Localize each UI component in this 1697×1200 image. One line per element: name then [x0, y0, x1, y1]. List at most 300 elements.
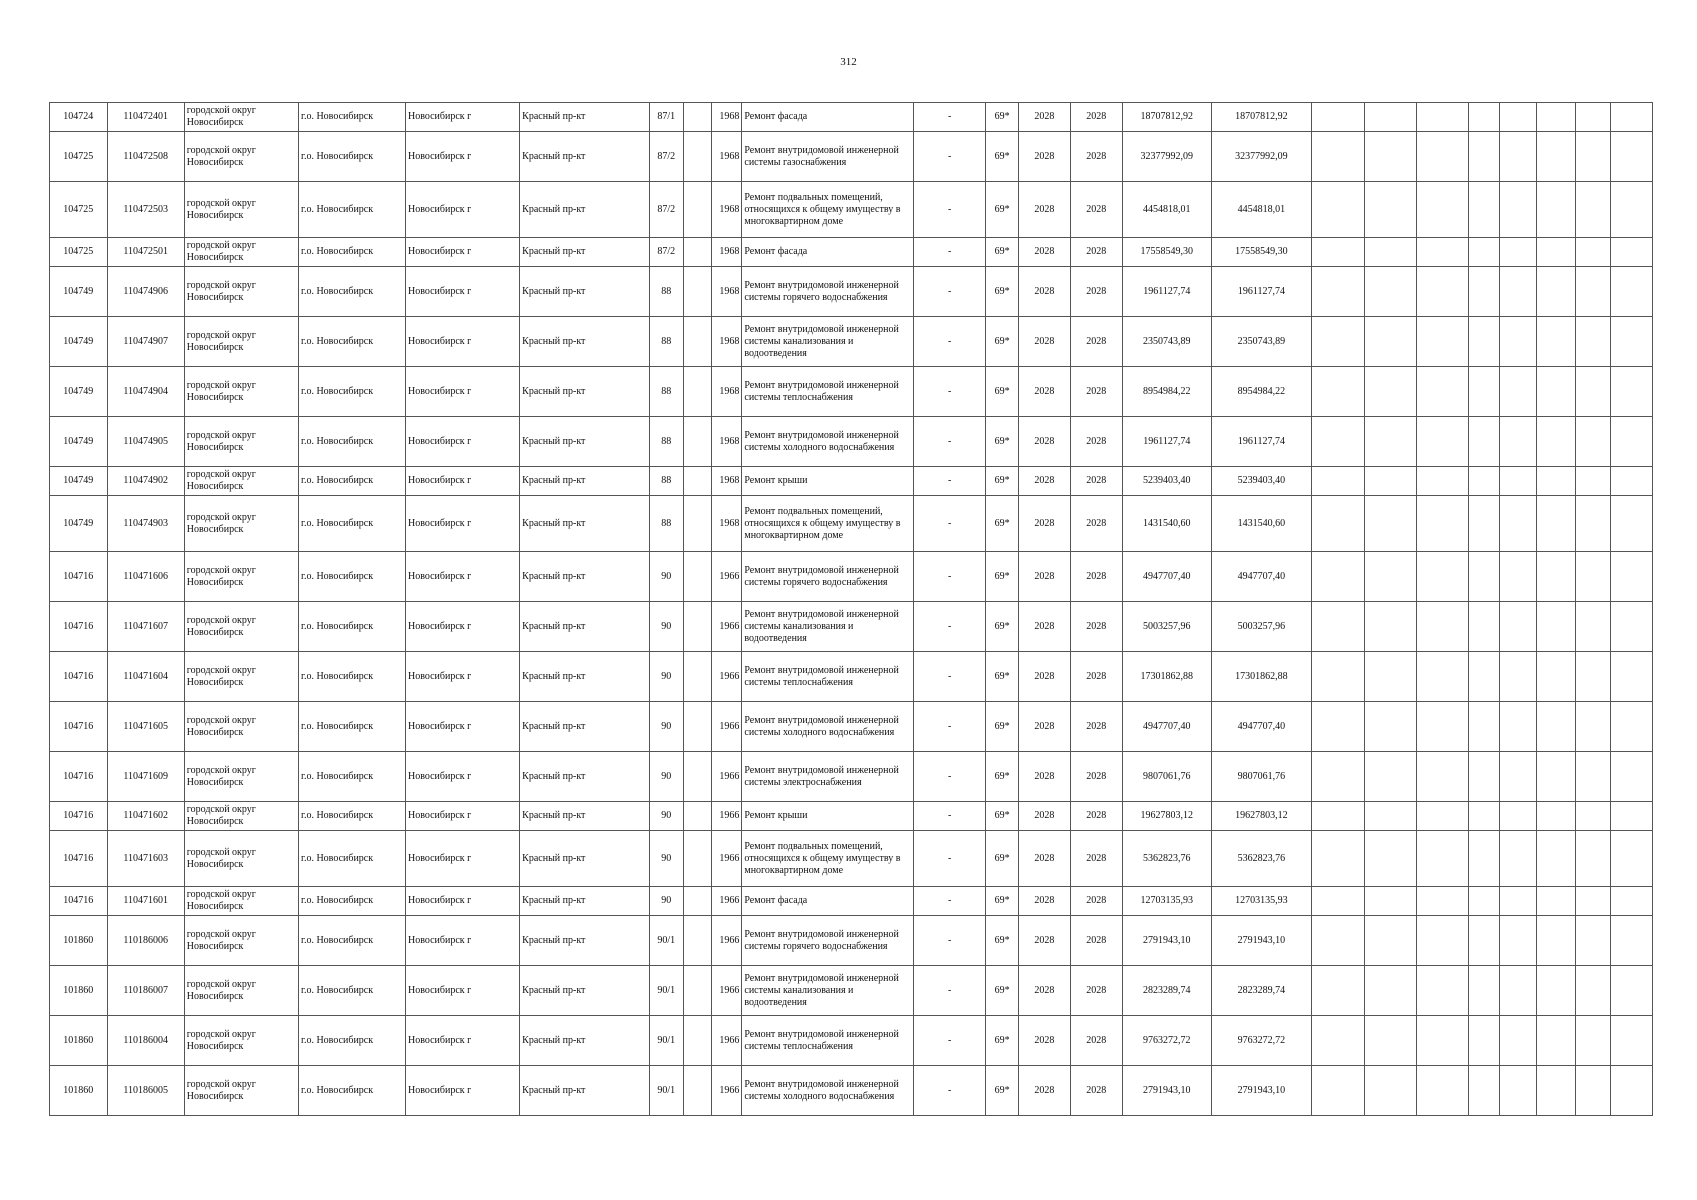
- cell-sum-total: 18707812,92: [1123, 103, 1211, 132]
- cell-dash: -: [914, 752, 986, 802]
- cell-empty: [1417, 831, 1468, 887]
- cell-municipality: городской округ Новосибирск: [184, 417, 298, 467]
- cell-code: 110471605: [107, 702, 184, 752]
- cell-rate: 69*: [986, 103, 1019, 132]
- cell-year: 1966: [711, 702, 742, 752]
- cell-empty: [1575, 238, 1610, 267]
- cell-rate: 69*: [986, 467, 1019, 496]
- cell-settlement: Новосибирск г: [405, 182, 519, 238]
- cell-sum-fund: 1961127,74: [1211, 417, 1312, 467]
- cell-house: 90: [649, 702, 683, 752]
- cell-empty: [1468, 417, 1499, 467]
- cell-house: 90/1: [649, 1016, 683, 1066]
- cell-empty: [1575, 1016, 1610, 1066]
- cell-year-end: 2028: [1070, 367, 1122, 417]
- table-row: [50, 1016, 1653, 1066]
- cell-sum-fund: 1961127,74: [1211, 267, 1312, 317]
- cell-empty: [1499, 238, 1536, 267]
- cell-municipality: городской округ Новосибирск: [184, 802, 298, 831]
- cell-house: 87/2: [649, 182, 683, 238]
- cell-empty: [1468, 802, 1499, 831]
- cell-street: Красный пр-кт: [520, 267, 650, 317]
- cell-city-district: г.о. Новосибирск: [298, 367, 405, 417]
- cell-sum-total: 4947707,40: [1123, 702, 1211, 752]
- cell-settlement: Новосибирск г: [405, 317, 519, 367]
- cell-dash: -: [914, 916, 986, 966]
- cell-city-district: г.о. Новосибирск: [298, 916, 405, 966]
- cell-city-district: г.о. Новосибирск: [298, 652, 405, 702]
- cell-city-district: г.о. Новосибирск: [298, 267, 405, 317]
- cell-work-type: Ремонт внутридомовой инженерной системы теплоснабжения: [742, 1016, 914, 1066]
- cell-extra: [683, 182, 711, 238]
- cell-rate: 69*: [986, 831, 1019, 887]
- table-row: [50, 367, 1653, 417]
- cell-empty: [1417, 467, 1468, 496]
- cell-empty: [1499, 132, 1536, 182]
- cell-empty: [1499, 916, 1536, 966]
- cell-house: 88: [649, 496, 683, 552]
- cell-municipality: городской округ Новосибирск: [184, 602, 298, 652]
- cell-city-district: г.о. Новосибирск: [298, 1016, 405, 1066]
- cell-empty: [1468, 496, 1499, 552]
- cell-empty: [1499, 182, 1536, 238]
- cell-code: 110472508: [107, 132, 184, 182]
- cell-empty: [1575, 916, 1610, 966]
- cell-street: Красный пр-кт: [520, 752, 650, 802]
- cell-code: 110186005: [107, 1066, 184, 1116]
- cell-municipality: городской округ Новосибирск: [184, 367, 298, 417]
- cell-empty: [1417, 182, 1468, 238]
- cell-work-type: Ремонт подвальных помещений, относящихся к общему имуществу в многоквартирном доме: [742, 831, 914, 887]
- cell-extra: [683, 652, 711, 702]
- cell-id: 104716: [50, 552, 108, 602]
- cell-empty: [1536, 966, 1575, 1016]
- cell-dash: -: [914, 1016, 986, 1066]
- cell-municipality: городской округ Новосибирск: [184, 702, 298, 752]
- cell-empty: [1312, 552, 1364, 602]
- cell-empty: [1417, 916, 1468, 966]
- cell-street: Красный пр-кт: [520, 1066, 650, 1116]
- cell-city-district: г.о. Новосибирск: [298, 552, 405, 602]
- cell-work-type: Ремонт внутридомовой инженерной системы холодного водоснабжения: [742, 702, 914, 752]
- cell-street: Красный пр-кт: [520, 467, 650, 496]
- cell-id: 104725: [50, 132, 108, 182]
- cell-year-start: 2028: [1019, 417, 1070, 467]
- cell-rate: 69*: [986, 702, 1019, 752]
- cell-municipality: городской округ Новосибирск: [184, 132, 298, 182]
- cell-id: 104749: [50, 367, 108, 417]
- cell-empty: [1417, 1066, 1468, 1116]
- cell-code: 110471609: [107, 752, 184, 802]
- cell-empty: [1364, 552, 1416, 602]
- cell-code: 110474903: [107, 496, 184, 552]
- cell-work-type: Ремонт крыши: [742, 802, 914, 831]
- cell-settlement: Новосибирск г: [405, 1016, 519, 1066]
- cell-empty: [1610, 367, 1652, 417]
- cell-empty: [1468, 966, 1499, 1016]
- cell-work-type: Ремонт внутридомовой инженерной системы холодного водоснабжения: [742, 417, 914, 467]
- cell-work-type: Ремонт внутридомовой инженерной системы канализования и водоотведения: [742, 602, 914, 652]
- cell-house: 90: [649, 802, 683, 831]
- cell-settlement: Новосибирск г: [405, 652, 519, 702]
- cell-sum-total: 17301862,88: [1123, 652, 1211, 702]
- cell-sum-fund: 17301862,88: [1211, 652, 1312, 702]
- cell-dash: -: [914, 602, 986, 652]
- cell-empty: [1499, 317, 1536, 367]
- cell-code: 110186007: [107, 966, 184, 1016]
- cell-city-district: г.о. Новосибирск: [298, 966, 405, 1016]
- cell-work-type: Ремонт фасада: [742, 103, 914, 132]
- cell-rate: 69*: [986, 552, 1019, 602]
- cell-extra: [683, 417, 711, 467]
- cell-rate: 69*: [986, 602, 1019, 652]
- cell-empty: [1499, 467, 1536, 496]
- cell-sum-total: 1431540,60: [1123, 496, 1211, 552]
- table-row: [50, 802, 1653, 831]
- cell-year: 1968: [711, 367, 742, 417]
- cell-empty: [1499, 652, 1536, 702]
- cell-work-type: Ремонт подвальных помещений, относящихся к общему имуществу в многоквартирном доме: [742, 182, 914, 238]
- table-row: [50, 467, 1653, 496]
- cell-house: 90: [649, 887, 683, 916]
- cell-empty: [1499, 887, 1536, 916]
- cell-year: 1966: [711, 602, 742, 652]
- cell-empty: [1312, 132, 1364, 182]
- cell-municipality: городской округ Новосибирск: [184, 267, 298, 317]
- cell-empty: [1417, 132, 1468, 182]
- cell-empty: [1312, 317, 1364, 367]
- cell-empty: [1468, 602, 1499, 652]
- cell-settlement: Новосибирск г: [405, 702, 519, 752]
- cell-sum-fund: 5362823,76: [1211, 831, 1312, 887]
- cell-year-start: 2028: [1019, 132, 1070, 182]
- cell-settlement: Новосибирск г: [405, 887, 519, 916]
- cell-empty: [1575, 496, 1610, 552]
- cell-empty: [1417, 417, 1468, 467]
- table-row: [50, 831, 1653, 887]
- cell-year-end: 2028: [1070, 802, 1122, 831]
- cell-street: Красный пр-кт: [520, 966, 650, 1016]
- cell-municipality: городской округ Новосибирск: [184, 467, 298, 496]
- cell-id: 104716: [50, 702, 108, 752]
- cell-house: 88: [649, 367, 683, 417]
- cell-sum-total: 19627803,12: [1123, 802, 1211, 831]
- cell-empty: [1536, 802, 1575, 831]
- cell-house: 87/2: [649, 132, 683, 182]
- cell-settlement: Новосибирск г: [405, 966, 519, 1016]
- cell-id: 104725: [50, 182, 108, 238]
- cell-settlement: Новосибирск г: [405, 238, 519, 267]
- cell-empty: [1610, 182, 1652, 238]
- cell-code: 110474907: [107, 317, 184, 367]
- cell-year: 1966: [711, 1066, 742, 1116]
- cell-rate: 69*: [986, 802, 1019, 831]
- table-row: [50, 552, 1653, 602]
- cell-street: Красный пр-кт: [520, 802, 650, 831]
- cell-work-type: Ремонт подвальных помещений, относящихся к общему имуществу в многоквартирном доме: [742, 496, 914, 552]
- cell-extra: [683, 496, 711, 552]
- cell-municipality: городской округ Новосибирск: [184, 652, 298, 702]
- cell-year-start: 2028: [1019, 367, 1070, 417]
- cell-dash: -: [914, 831, 986, 887]
- cell-municipality: городской округ Новосибирск: [184, 831, 298, 887]
- cell-house: 88: [649, 267, 683, 317]
- table-row: [50, 652, 1653, 702]
- cell-empty: [1610, 1066, 1652, 1116]
- cell-street: Красный пр-кт: [520, 652, 650, 702]
- cell-city-district: г.о. Новосибирск: [298, 417, 405, 467]
- cell-sum-total: 1961127,74: [1123, 417, 1211, 467]
- cell-empty: [1417, 267, 1468, 317]
- table-body: [50, 103, 1653, 1116]
- cell-municipality: городской округ Новосибирск: [184, 317, 298, 367]
- cell-year-end: 2028: [1070, 1066, 1122, 1116]
- cell-street: Красный пр-кт: [520, 238, 650, 267]
- cell-empty: [1536, 552, 1575, 602]
- cell-year: 1966: [711, 916, 742, 966]
- table-row: [50, 132, 1653, 182]
- cell-sum-total: 4947707,40: [1123, 552, 1211, 602]
- cell-empty: [1417, 103, 1468, 132]
- cell-rate: 69*: [986, 182, 1019, 238]
- cell-sum-total: 12703135,93: [1123, 887, 1211, 916]
- cell-year-start: 2028: [1019, 1016, 1070, 1066]
- cell-year-end: 2028: [1070, 966, 1122, 1016]
- cell-empty: [1468, 1016, 1499, 1066]
- cell-code: 110474906: [107, 267, 184, 317]
- cell-empty: [1468, 132, 1499, 182]
- cell-city-district: г.о. Новосибирск: [298, 802, 405, 831]
- cell-extra: [683, 752, 711, 802]
- cell-empty: [1610, 831, 1652, 887]
- cell-year-end: 2028: [1070, 552, 1122, 602]
- cell-house: 90/1: [649, 966, 683, 1016]
- cell-code: 110471607: [107, 602, 184, 652]
- table-row: [50, 182, 1653, 238]
- cell-sum-fund: 2791943,10: [1211, 916, 1312, 966]
- table-row: [50, 752, 1653, 802]
- cell-extra: [683, 317, 711, 367]
- cell-dash: -: [914, 182, 986, 238]
- cell-year: 1966: [711, 831, 742, 887]
- cell-sum-total: 9763272,72: [1123, 1016, 1211, 1066]
- cell-id: 104725: [50, 238, 108, 267]
- cell-sum-total: 2823289,74: [1123, 966, 1211, 1016]
- cell-empty: [1610, 652, 1652, 702]
- cell-municipality: городской округ Новосибирск: [184, 238, 298, 267]
- cell-empty: [1499, 752, 1536, 802]
- cell-empty: [1610, 496, 1652, 552]
- cell-street: Красный пр-кт: [520, 417, 650, 467]
- cell-empty: [1610, 238, 1652, 267]
- cell-city-district: г.о. Новосибирск: [298, 702, 405, 752]
- cell-empty: [1312, 1066, 1364, 1116]
- cell-empty: [1312, 702, 1364, 752]
- cell-empty: [1610, 752, 1652, 802]
- cell-year-end: 2028: [1070, 467, 1122, 496]
- cell-empty: [1417, 802, 1468, 831]
- cell-empty: [1364, 916, 1416, 966]
- cell-sum-fund: 8954984,22: [1211, 367, 1312, 417]
- cell-empty: [1575, 467, 1610, 496]
- cell-empty: [1499, 103, 1536, 132]
- cell-sum-fund: 1431540,60: [1211, 496, 1312, 552]
- cell-dash: -: [914, 367, 986, 417]
- cell-year-start: 2028: [1019, 467, 1070, 496]
- cell-settlement: Новосибирск г: [405, 367, 519, 417]
- cell-code: 110471603: [107, 831, 184, 887]
- cell-work-type: Ремонт внутридомовой инженерной системы теплоснабжения: [742, 652, 914, 702]
- cell-empty: [1536, 467, 1575, 496]
- cell-house: 90: [649, 552, 683, 602]
- cell-year: 1968: [711, 132, 742, 182]
- cell-settlement: Новосибирск г: [405, 132, 519, 182]
- cell-year-start: 2028: [1019, 887, 1070, 916]
- cell-rate: 69*: [986, 966, 1019, 1016]
- cell-empty: [1610, 1016, 1652, 1066]
- cell-empty: [1499, 367, 1536, 417]
- cell-rate: 69*: [986, 496, 1019, 552]
- cell-year-start: 2028: [1019, 652, 1070, 702]
- cell-sum-fund: 5239403,40: [1211, 467, 1312, 496]
- cell-house: 90: [649, 831, 683, 887]
- cell-municipality: городской округ Новосибирск: [184, 182, 298, 238]
- cell-year: 1966: [711, 552, 742, 602]
- cell-settlement: Новосибирск г: [405, 831, 519, 887]
- cell-empty: [1499, 602, 1536, 652]
- cell-street: Красный пр-кт: [520, 831, 650, 887]
- cell-sum-total: 2350743,89: [1123, 317, 1211, 367]
- cell-empty: [1468, 267, 1499, 317]
- cell-empty: [1575, 1066, 1610, 1116]
- cell-empty: [1536, 367, 1575, 417]
- cell-municipality: городской округ Новосибирск: [184, 887, 298, 916]
- cell-dash: -: [914, 317, 986, 367]
- cell-year: 1966: [711, 802, 742, 831]
- cell-year: 1968: [711, 496, 742, 552]
- cell-year-start: 2028: [1019, 602, 1070, 652]
- cell-sum-total: 5362823,76: [1123, 831, 1211, 887]
- cell-dash: -: [914, 417, 986, 467]
- cell-house: 90: [649, 752, 683, 802]
- cell-code: 110471601: [107, 887, 184, 916]
- cell-municipality: городской округ Новосибирск: [184, 752, 298, 802]
- cell-sum-total: 2791943,10: [1123, 916, 1211, 966]
- cell-empty: [1364, 317, 1416, 367]
- cell-empty: [1536, 1066, 1575, 1116]
- cell-sum-fund: 4947707,40: [1211, 552, 1312, 602]
- cell-house: 87/2: [649, 238, 683, 267]
- cell-code: 110471602: [107, 802, 184, 831]
- cell-empty: [1536, 831, 1575, 887]
- cell-sum-total: 17558549,30: [1123, 238, 1211, 267]
- cell-empty: [1364, 267, 1416, 317]
- cell-id: 104724: [50, 103, 108, 132]
- cell-dash: -: [914, 467, 986, 496]
- cell-id: 104716: [50, 802, 108, 831]
- cell-year-start: 2028: [1019, 802, 1070, 831]
- cell-empty: [1575, 317, 1610, 367]
- cell-city-district: г.о. Новосибирск: [298, 496, 405, 552]
- cell-id: 101860: [50, 966, 108, 1016]
- cell-dash: -: [914, 238, 986, 267]
- cell-street: Красный пр-кт: [520, 916, 650, 966]
- cell-year-end: 2028: [1070, 182, 1122, 238]
- cell-city-district: г.о. Новосибирск: [298, 831, 405, 887]
- cell-empty: [1468, 317, 1499, 367]
- cell-settlement: Новосибирск г: [405, 602, 519, 652]
- cell-street: Красный пр-кт: [520, 496, 650, 552]
- cell-empty: [1536, 132, 1575, 182]
- cell-extra: [683, 966, 711, 1016]
- cell-empty: [1312, 467, 1364, 496]
- cell-empty: [1364, 367, 1416, 417]
- cell-empty: [1312, 1016, 1364, 1066]
- cell-empty: [1312, 182, 1364, 238]
- cell-sum-total: 5003257,96: [1123, 602, 1211, 652]
- cell-rate: 69*: [986, 1066, 1019, 1116]
- cell-empty: [1312, 652, 1364, 702]
- cell-work-type: Ремонт крыши: [742, 467, 914, 496]
- cell-empty: [1536, 238, 1575, 267]
- table-row: [50, 317, 1653, 367]
- cell-empty: [1499, 552, 1536, 602]
- cell-empty: [1312, 966, 1364, 1016]
- cell-work-type: Ремонт фасада: [742, 887, 914, 916]
- cell-code: 110472503: [107, 182, 184, 238]
- cell-empty: [1499, 831, 1536, 887]
- cell-empty: [1575, 103, 1610, 132]
- cell-empty: [1364, 238, 1416, 267]
- cell-year-end: 2028: [1070, 652, 1122, 702]
- cell-settlement: Новосибирск г: [405, 752, 519, 802]
- cell-year-end: 2028: [1070, 831, 1122, 887]
- cell-rate: 69*: [986, 417, 1019, 467]
- cell-dash: -: [914, 496, 986, 552]
- cell-empty: [1468, 887, 1499, 916]
- cell-house: 90: [649, 602, 683, 652]
- cell-empty: [1364, 1016, 1416, 1066]
- cell-empty: [1499, 966, 1536, 1016]
- cell-code: 110472401: [107, 103, 184, 132]
- cell-empty: [1610, 916, 1652, 966]
- cell-street: Красный пр-кт: [520, 552, 650, 602]
- cell-empty: [1364, 802, 1416, 831]
- cell-sum-fund: 32377992,09: [1211, 132, 1312, 182]
- cell-year: 1966: [711, 887, 742, 916]
- cell-sum-fund: 9807061,76: [1211, 752, 1312, 802]
- table-row: [50, 602, 1653, 652]
- cell-work-type: Ремонт внутридомовой инженерной системы горячего водоснабжения: [742, 267, 914, 317]
- cell-sum-fund: 2350743,89: [1211, 317, 1312, 367]
- cell-year-end: 2028: [1070, 103, 1122, 132]
- cell-work-type: Ремонт внутридомовой инженерной системы электроснабжения: [742, 752, 914, 802]
- cell-year: 1966: [711, 652, 742, 702]
- cell-sum-fund: 19627803,12: [1211, 802, 1312, 831]
- cell-settlement: Новосибирск г: [405, 552, 519, 602]
- cell-sum-fund: 4454818,01: [1211, 182, 1312, 238]
- cell-extra: [683, 552, 711, 602]
- cell-rate: 69*: [986, 652, 1019, 702]
- cell-empty: [1417, 652, 1468, 702]
- cell-year-end: 2028: [1070, 267, 1122, 317]
- cell-empty: [1610, 966, 1652, 1016]
- cell-work-type: Ремонт внутридомовой инженерной системы холодного водоснабжения: [742, 1066, 914, 1116]
- cell-dash: -: [914, 966, 986, 1016]
- cell-code: 110471606: [107, 552, 184, 602]
- cell-city-district: г.о. Новосибирск: [298, 103, 405, 132]
- cell-code: 110474904: [107, 367, 184, 417]
